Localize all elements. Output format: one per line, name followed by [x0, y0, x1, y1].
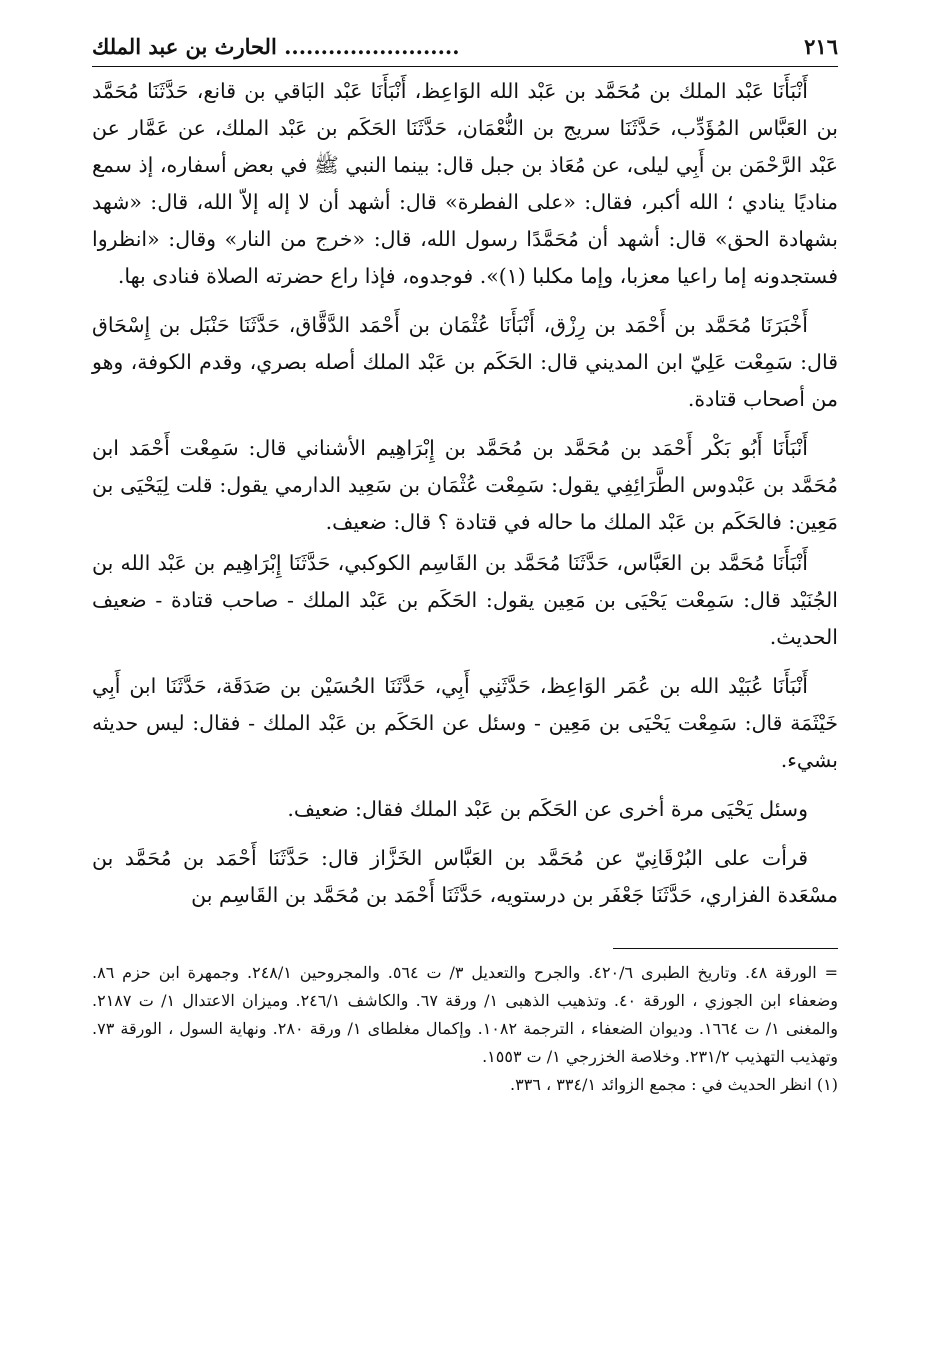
book-page: [92, 30, 838, 1099]
footnote-1: (١) انظر الحديث في : مجمع الزوائد ٣٣٤/١ ، ٣٣٦.: [510, 1075, 838, 1094]
paragraph-yahya-again: وسئل يَحْيَى مرة أخرى عن الحَكَم بن عَبْد الملك فقال: ضعيف.: [287, 797, 808, 821]
paragraph-ibn-al-abbas: أَنْبَأَنَا مُحَمَّد بن العَبَّاس، حَدَّثَنَا مُحَمَّد بن القَاسِم الكوكبي، حَدَّثَنَا إِبْرَاهِيم بن عَبْد الله بن الجُنَيْد قال: سَمِعْت يَحْيَى بن مَعِين يقول: الحَكَم بن عَبْد الملك - صاحب قتادة - ضعيف الحديث.: [92, 551, 838, 649]
footnote-rule: [613, 948, 838, 949]
main-text: [92, 73, 838, 914]
footnote-continuation: = الورقة ٤٨. وتاريخ الطبرى ٤٢٠/٦. والجرح والتعديل ٣/ ت ٥٦٤. والمجروحين ٢٤٨/١. وجمهرة ابن حزم ٨٦. وضعفاء ابن الجوزي ، الورقة ٤٠. وتذهيب الذهبى ١/ ورقة ٦٧. والكاشف ٢٤٦/١. وميزان الاعتدال ١/ ت ٢١٨٧. والمغنى ١/ ت ١٦٦٤. وديوان الضعفاء ، الترجمة ١٠٨٢. وإكمال مغلطاى ١/ ورقة ٢٨٠. ونهاية السول ، الورقة ٧٣. وتهذيب التهذيب ٢٣١/٢. وخلاصة الخزرجي ١/ ت ١٥٥٣.: [92, 963, 839, 1066]
footnotes: [92, 959, 838, 1099]
header-rule: [92, 66, 838, 67]
paragraph-burqani: قرأت على البُرْقَانِيّ عن مُحَمَّد بن العَبَّاس الخَزَّاز قال: حَدَّثَنَا أَحْمَد بن مُحَمَّد بن مسْعَدة الفزاري، حَدَّثَنَا جَعْفَر بن درستويه، حَدَّثَنَا أَحْمَد بن مُحَمَّد بن القَاسِم بن: [92, 846, 838, 907]
paragraph-ushnani: أَنْبَأَنَا أَبُو بَكْر أَحْمَد بن مُحَمَّد بن مُحَمَّد بن إِبْرَاهِيم الأشناني قال: سَمِعْت أَحْمَد ابن مُحَمَّد بن عَبْدوس الطَّرَائِفِي يقول: سَمِعْت عُثْمَان بن سَعِيد الدارمي يقول: قلت لِيَحْيَى بن مَعِين: فالحَكَم بن عَبْد الملك ما حاله في قتادة ؟ قال: ضعيف.: [92, 436, 838, 534]
paragraph-hadith: أَنْبَأَنَا عَبْد الملك بن مُحَمَّد بن عَبْد الله الوَاعِظ، أَنْبَأَنَا عَبْد البَاقي بن قانع، حَدَّثَنَا مُحَمَّد بن العَبَّاس المُؤَدِّب، حَدَّثَنَا سريج بن النُّعْمَان، حَدَّثَنَا الحَكَم بن عَبْد الملك، عن عَمَّار عن عَبْد الرَّحْمَن بن أَبِي ليلى، عن مُعَاذ بن جبل قال: بينما النبي ﷺ في بعض أسفاره، إذ سمع مناديًا ينادي ؛ الله أكبر، فقال: «على الفطرة» قال: أشهد أن لا إله إلاّ الله، قال: «شهد بشهادة الحق» قال: أشهد أن مُحَمَّدًا رسول الله، قال: «خرج من النار» وقال: «انظروا فستجدونه إما راعيا معزبا، وإما مكلبا (١)». فوجدوه، فإذا راع حضرته الصلاة فنادى بها.: [92, 79, 838, 288]
paragraph-ubaydallah: أَنْبَأَنَا عُبَيْد الله بن عُمَر الوَاعِظ، حَدَّثَنِي أَبِي، حَدَّثَنَا الحُسَيْن بن صَدَقَة، حَدَّثَنَا ابن أَبِي خَيْثَمَة قال: سَمِعْت يَحْيَى بن مَعِين - وسئل عن الحَكَم بن عَبْد الملك - فقال: ليس حديثه بشيء.: [92, 674, 838, 772]
running-title: ........................ الحارث بن عبد الملك: [92, 34, 460, 59]
running-header: [92, 30, 838, 64]
page-number: ٢١٦: [804, 34, 838, 59]
paragraph-ibn-rizq: أَخْبَرَنَا مُحَمَّد بن أَحْمَد بن رِزْق، أَنْبَأَنَا عُثْمَان بن أَحْمَد الدَّقَّاق، حَدَّثَنَا حَنْبَل بن إِسْحَاق قال: سَمِعْت عَلِيّ ابن المديني قال: الحَكَم بن عَبْد الملك أصله بصري، وقدم الكوفة، وهو من أصحاب قتادة.: [92, 313, 838, 411]
